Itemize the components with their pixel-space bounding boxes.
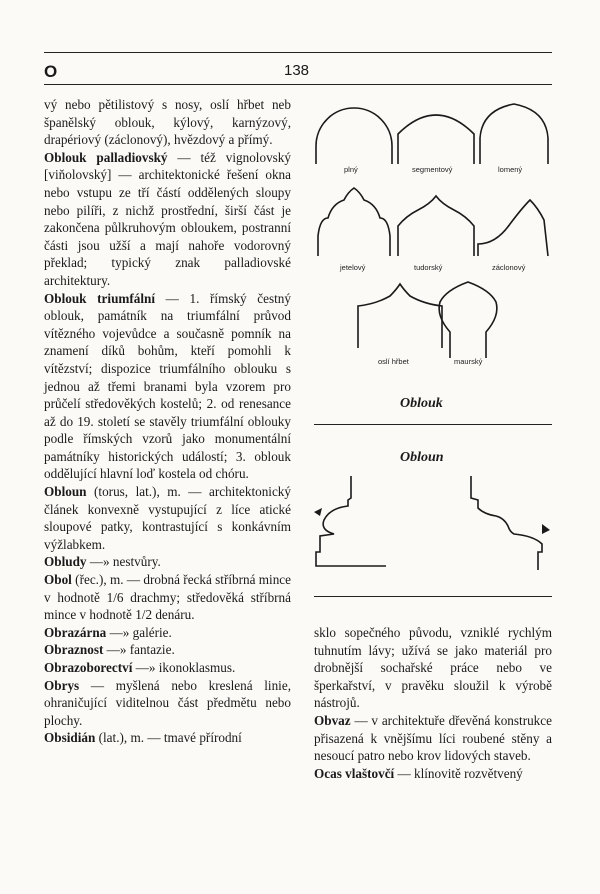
- figure-title-obloun: Obloun: [400, 450, 444, 465]
- arrow-left-marker: [314, 508, 322, 516]
- label-tudorsky: tudorský: [414, 263, 443, 272]
- arch-jetelovy: [318, 188, 390, 256]
- right-column: [314, 624, 552, 782]
- entry-obvaz: Obvaz — v architektuře dřevěná konstrukce přisazená k vnějšímu líci roubené stěny a nesoucí patro nebo krov lidových staveb.: [314, 712, 552, 764]
- label-maursky: maurský: [454, 357, 483, 366]
- label-zaclonovy: záclonový: [492, 263, 526, 272]
- entry-obrazarna: Obrazárna —» galérie.: [44, 624, 172, 640]
- entry-obludy: Obludy —» nestvůry.: [44, 554, 161, 570]
- label-jetelovy: jetelový: [340, 263, 366, 272]
- arch-osli-hrbet: [358, 284, 442, 348]
- arches-figure: [306, 96, 556, 396]
- page-number: 138: [284, 62, 310, 79]
- entry-obraznost: Obraznost —» fantazie.: [44, 642, 175, 658]
- entry-obsidian: Obsidián (lat.), m. — tmavé přírodní: [44, 730, 242, 746]
- figure-separator-rule: [314, 424, 552, 425]
- arch-plny: [316, 108, 392, 164]
- label-lomeny: lomený: [498, 165, 523, 174]
- torus-profile-left: [316, 476, 386, 566]
- torus-profile-right: [471, 476, 542, 570]
- entry-oblouk-palladiovsky: Oblouk palladiovský — též vignolovský [viňolovský] — architektonické řešení okna nebo vstupu ze tří částí oddělených sloupy nebo pilíři, z nichž prostřední, širší část je zakončena půlkruhovým obloukem, postranní části jsou užší a mají nahoře vodorovný překlad; typický znak palladiovské architektury.: [44, 149, 291, 288]
- entry-ocas-vlastovci: Ocas vlaštovčí — klínovitě rozvětvený: [314, 765, 523, 781]
- entry-oblouk-triumfalni: Oblouk triumfální — 1. římský čestný oblouk, památník na triumfální průvod vítězného vojevůdce a současně pomník na znamení díků bohům, kteří pomohli k vítězství; dispozice triumfálního oblouku s jednou až třemi branami byla vzorem pro průčelí středověkých kostelů; 2. od renesance až do 19. století se stavěly triumfální oblouky podle římských vzorů jako monumentální památníky historických událostí; 3. oblouk oddělující hlavní loď kostela od chóru.: [44, 290, 291, 482]
- arch-segmentovy: [398, 115, 474, 164]
- left-column: [44, 96, 291, 747]
- label-osli-hrbet: oslí hřbet: [378, 357, 409, 366]
- arch-lomeny: [480, 104, 548, 164]
- label-segmentovy: segmentový: [412, 165, 453, 174]
- arch-maursky: [439, 282, 497, 358]
- arch-tudorsky: [398, 196, 474, 256]
- figure-title-oblouk: Oblouk: [400, 396, 443, 411]
- header-top-rule: [44, 52, 552, 53]
- header-bottom-rule: [44, 84, 552, 85]
- entry-obloun: Obloun (torus, lat.), m. — architektonický článek konvexně vystupující z lícе atické sloupové patky, kontrastující s konkávním výžlabkem.: [44, 484, 291, 552]
- entry-obsidian-continuation: sklo sopečného původu, vzniklé rychlým tuhnutím lávy; užívá se jako materiál pro drobnější sochařské práce nebo ve šperkařství, v pravěku sloužil k výrobě nástrojů.: [314, 625, 552, 711]
- section-letter: O: [44, 62, 58, 81]
- arch-zaclonovy: [478, 200, 548, 256]
- label-plny: plný: [344, 165, 358, 174]
- entry-obrys: Obrys — myšlená nebo kreslená linie, ohraničující viditelnou část předmětu nebo plochy.: [44, 677, 291, 728]
- figure-bottom-rule: [314, 596, 552, 597]
- entry-continuation: vý nebo pětilistový s nosy, oslí hřbet neb španělský oblouk, kýlový, karnýzový, drapériový (záclonový), hvězdový a přímý.: [44, 97, 291, 148]
- entry-obol: Obol (řec.), m. — drobná řecká stříbrná mince v hodnotě 1/6 drachmy; středověká stříbrná mince v hodnotě 1/2 denáru.: [44, 572, 291, 623]
- arrow-right-marker: [542, 524, 550, 534]
- entry-obrazoborectvi: Obrazoborectví —» ikonoklasmus.: [44, 660, 236, 675]
- torus-figure: [306, 474, 556, 580]
